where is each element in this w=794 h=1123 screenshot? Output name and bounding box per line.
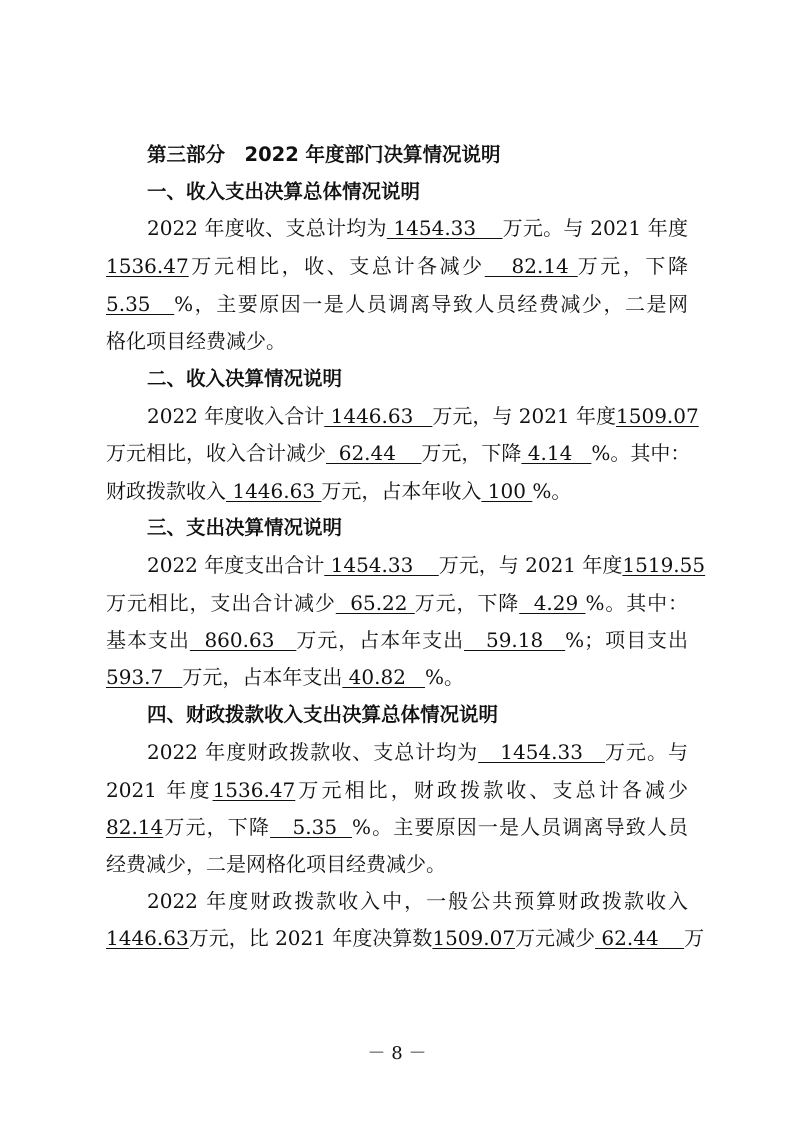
paragraph-line: 2022 年度收、支总计均为 1454.33 万元。与 2021 年度: [147, 216, 688, 240]
underlined-value: 1509.07: [616, 404, 699, 428]
underlined-value: 4.14: [521, 441, 592, 465]
underlined-value: 40.82: [342, 665, 426, 689]
paragraph-line: 1446.63万元，比 2021 年度决算数1509.07万元减少 62.44 万: [106, 926, 705, 950]
underlined-value: 59.18: [464, 628, 566, 652]
paragraph-line: 82.14万元，下降 5.35 %。主要原因一是人员调离导致人员: [106, 815, 689, 839]
underlined-value: 82.14: [484, 254, 578, 278]
underlined-value: 5.35: [270, 815, 353, 839]
underlined-value: 1536.47: [106, 254, 189, 278]
part-title: 第三部分 2022 年度部门决算情况说明: [147, 143, 501, 166]
paragraph-line: 2021 年度1536.47万元相比，财政拨款收、支总计各减少: [106, 778, 688, 802]
paragraph-line: 万元相比，支出合计减少 65.22 万元，下降 4.29 %。其中：: [106, 591, 689, 615]
paragraph-line: 1536.47万元相比，收、支总计各减少 82.14 万元，下降: [106, 254, 689, 278]
paragraph-line: 财政拨款收入 1446.63 万元，占本年收入 100 %。: [106, 479, 572, 503]
paragraph-line: 2022 年度财政拨款收、支总计均为 1454.33 万元。与: [147, 740, 688, 764]
paragraph-line: 2022 年度财政拨款收入中，一般公共预算财政拨款收入: [147, 889, 688, 913]
page-number: － 8 －: [367, 1043, 427, 1064]
paragraph-line: 593.7 万元，占本年支出 40.82 %。: [106, 665, 465, 689]
paragraph-line: 5.35 %，主要原因一是人员调离导致人员经费减少，二是网: [106, 292, 688, 316]
paragraph-line: 基本支出 860.63 万元，占本年支出 59.18 %；项目支出: [106, 628, 688, 652]
underlined-value: 1509.07: [432, 926, 516, 950]
underlined-value: 860.63: [189, 628, 297, 652]
underlined-value: 1446.63: [226, 479, 322, 503]
underlined-value: 4.29: [519, 591, 586, 615]
paragraph-line: 万元相比，收入合计减少 62.44 万元，下降 4.14 %。其中：: [106, 441, 691, 465]
underlined-value: 1446.63: [106, 926, 189, 950]
underlined-value: 5.35: [106, 292, 175, 316]
section-4-heading: 四、财政拨款收入支出决算总体情况说明: [147, 703, 499, 726]
paragraph-line: 经费减少，二是网格化项目经费减少。: [106, 852, 446, 876]
underlined-value: 1536.47: [212, 778, 296, 802]
underlined-value: 65.22: [335, 591, 415, 615]
underlined-value: 100: [481, 479, 533, 503]
underlined-value: 593.7: [106, 665, 183, 689]
underlined-value: 1454.33: [324, 553, 439, 577]
section-2-heading: 二、收入决算情况说明: [147, 367, 343, 390]
underlined-value: 62.44: [595, 926, 685, 950]
paragraph-line: 2022 年度支出合计 1454.33 万元，与 2021 年度1519.55: [147, 553, 706, 577]
underlined-value: 1519.55: [622, 553, 706, 577]
underlined-value: 1446.63: [324, 404, 433, 428]
underlined-value: 62.44: [326, 441, 422, 465]
underlined-value: 1454.33: [478, 740, 606, 764]
paragraph-line: 格化项目经费减少。: [106, 329, 286, 353]
section-1-heading: 一、收入支出决算总体情况说明: [147, 180, 421, 203]
paragraph-line: 2022 年度收入合计 1446.63 万元，与 2021 年度1509.07: [147, 404, 699, 428]
section-3-heading: 三、支出决算情况说明: [147, 516, 343, 539]
underlined-value: 1454.33: [386, 216, 503, 240]
underlined-value: 82.14: [106, 815, 164, 839]
